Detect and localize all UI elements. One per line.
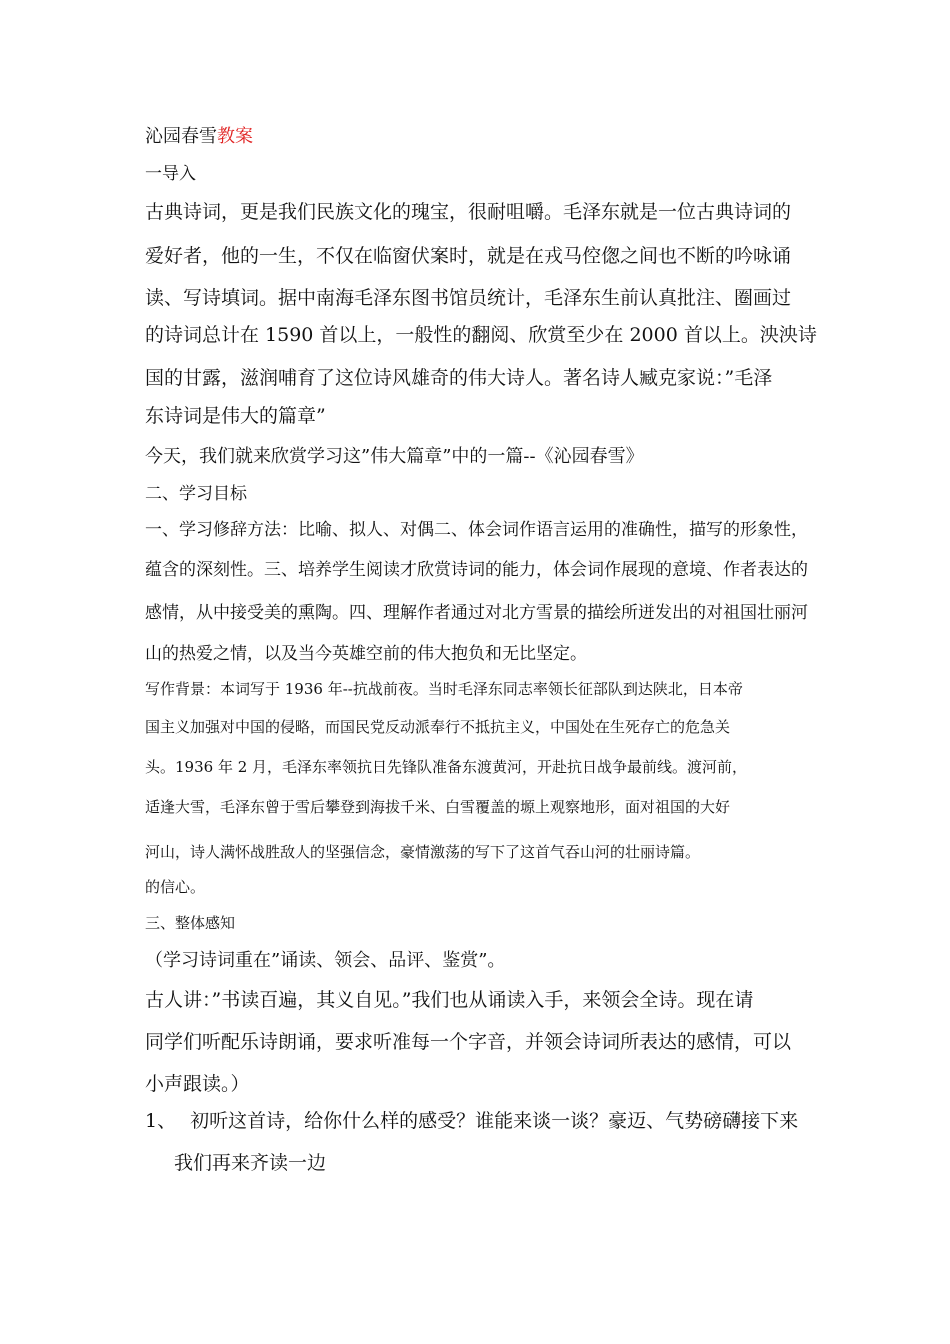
list-item-number: 1、 xyxy=(145,1110,177,1132)
intro-paragraph-line: 国的甘露，滋润哺育了这位诗风雄奇的伟大诗人。著名诗人臧克家说：”毛泽 xyxy=(145,367,773,389)
background-line: 适逢大雪，毛泽东曾于雪后攀登到海拔千米、白雪覆盖的塬上观察地形，面对祖国的大好 xyxy=(145,798,731,816)
overall-intro-line: 同学们听配乐诗朗诵，要求听准每一个字音，并领会诗词所表达的感情，可以 xyxy=(145,1031,792,1053)
goals-line: 蕴含的深刻性。三、培养学生阅读才欣赏诗词的能力，体会词作展现的意境、作者表达的 xyxy=(145,560,808,580)
title-highlight: 教案 xyxy=(217,126,253,147)
background-line: 国主义加强对中国的侵略，而国民党反动派奉行不抵抗主义，中国处在生死存亡的危急关 xyxy=(145,718,731,736)
intro-paragraph-line: 读、写诗填词。据中南海毛泽东图书馆员统计，毛泽东生前认真批注、圈画过 xyxy=(145,287,792,309)
list-item-continuation: 我们再来齐读一边 xyxy=(174,1152,327,1174)
intro-paragraph-line: 古典诗词，更是我们民族文化的瑰宝，很耐咀嚼。毛泽东就是一位古典诗词的 xyxy=(145,201,792,223)
overall-intro-line: 古人讲：”书读百遍，其义自见。”我们也从诵读入手，来领会全诗。现在请 xyxy=(145,989,754,1011)
section-heading-intro: 一导入 xyxy=(145,164,196,184)
background-line: 头。1936 年 2 月，毛泽东率领抗日先锋队准备东渡黄河，开赴抗日战争最前线。渡河前， xyxy=(145,758,748,776)
background-line: 写作背景：本词写于 1936 年--抗战前夜。当时毛泽东同志率领长征部队到达陕北，日本帝 xyxy=(145,680,743,698)
section-heading-overall: 三、整体感知 xyxy=(145,914,236,932)
intro-paragraph-line: 爱好者，他的一生，不仅在临窗伏案时，就是在戎马倥偬之间也不断的吟咏诵 xyxy=(145,245,792,267)
title-main: 沁园春雪 xyxy=(145,126,217,147)
intro-paragraph-line: 东诗词是伟大的篇章” xyxy=(145,405,326,427)
goals-line: 感情，从中接受美的熏陶。四、理解作者通过对北方雪景的描绘所迸发出的对祖国壮丽河 xyxy=(145,603,808,623)
overall-intro-line: 小声跟读。） xyxy=(145,1073,250,1095)
goals-line: 山的热爱之情，以及当今英雄空前的伟大抱负和无比坚定。 xyxy=(145,644,587,664)
intro-transition-line: 今天，我们就来欣赏学习这”伟大篇章”中的一篇--《沁园春雪》 xyxy=(145,446,644,467)
list-item-text: 初听这首诗，给你什么样的感受？谁能来谈一谈？豪迈、气势磅礴接下来 xyxy=(190,1110,799,1132)
background-line: 河山，诗人满怀战胜敌人的坚强信念，豪情激荡的写下了这首气吞山河的壮丽诗篇。 xyxy=(145,843,701,861)
background-line: 的信心。 xyxy=(145,878,206,896)
document-title xyxy=(145,128,253,146)
intro-paragraph-line: 的诗词总计在 1590 首以上，一般性的翻阅、欣赏至少在 2000 首以上。泱泱诗 xyxy=(145,324,817,346)
overall-intro-line: （学习诗词重在”诵读、领会、品评、鉴赏”。 xyxy=(145,950,506,971)
goals-line: 一、学习修辞方法：比喻、拟人、对偶二、体会词作语言运用的准确性，描写的形象性， xyxy=(145,520,808,540)
section-heading-goals: 二、学习目标 xyxy=(145,484,247,504)
list-item-1 xyxy=(145,1112,798,1131)
